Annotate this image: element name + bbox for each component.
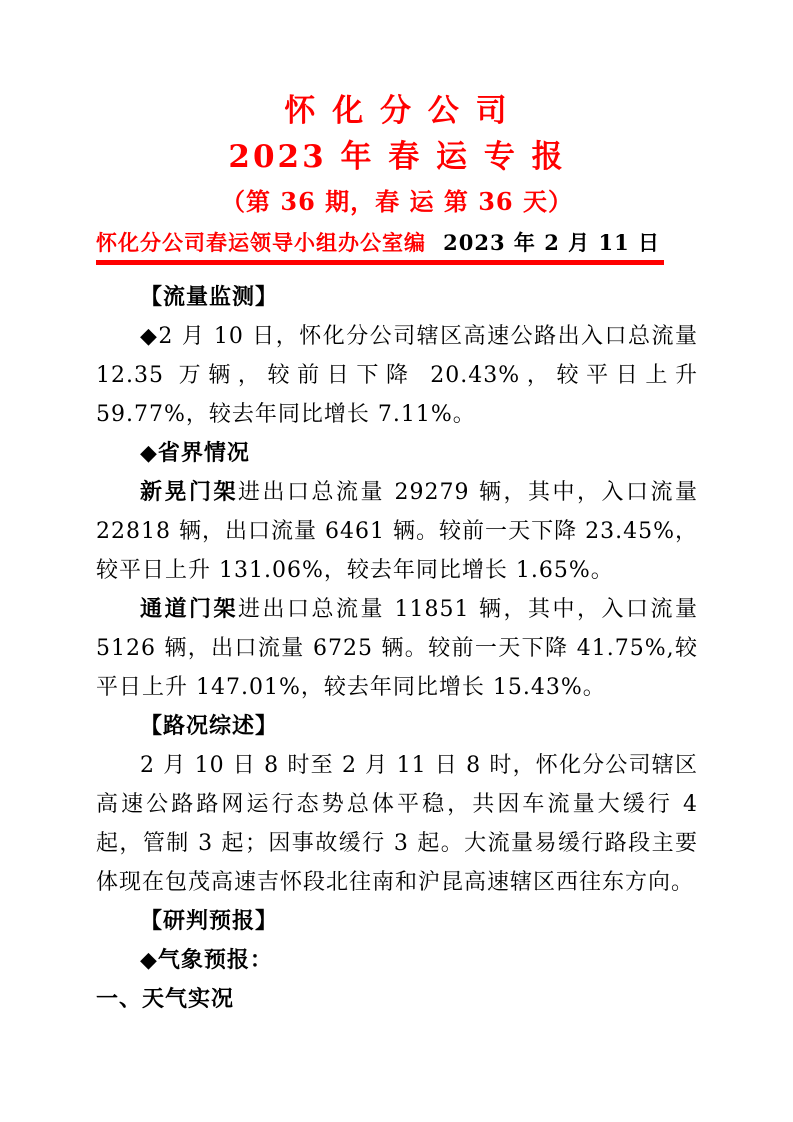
paragraph-tongdao-gantry	[96, 590, 698, 707]
paragraph-road-conditions: 2 月 10 日 8 时至 2 月 11 日 8 时，怀化分公司辖区高速公路路网运行态势总体平稳，共因车流量大缓行 4 起，管制 3 起；因事故缓行 3 起。大流量易缓行路段主要体现在包茂高速吉怀段北往南和沪昆高速辖区西往东方向。	[96, 753, 698, 895]
section-heading-traffic-monitoring: 【流量监测】	[140, 284, 279, 310]
masthead-date: 2023 年 2 月 11 日	[443, 230, 660, 255]
report-issue-subtitle: （第 36 期，春 运 第 36 天）	[221, 187, 573, 216]
report-title-year: 2023 年 春 运 专 报	[228, 139, 566, 175]
tongdao-gantry-text: 进出口总流量 11851 辆，其中，入口流量 5126 辆，出口流量 6725 辆。较前一天下降 41.75%,较平日上升 147.01%，较去年同比增长 15.43%。	[96, 597, 698, 700]
masthead	[96, 230, 664, 265]
document-body	[96, 278, 698, 1019]
subheading-province-border: ◆省界情况	[140, 440, 250, 466]
tongdao-gantry-lead: 通道门架	[140, 596, 239, 622]
section-heading-road-conditions: 【路况综述】	[140, 713, 279, 739]
xinhuang-gantry-text: 进出口总流量 29279 辆，其中，入口流量 22818 辆，出口流量 6461 辆。较前一天下降 23.45%，较平日上升 131.06%，较去年同比增长 1.65%。	[96, 480, 698, 583]
report-title-company: 怀 化 分 公 司	[284, 93, 510, 129]
paragraph-traffic-monitoring: ◆2 月 10 日，怀化分公司辖区高速公路出入口总流量 12.35 万辆，较前日下降 20.43%，较平日上升 59.77%，较去年同比增长 7.11%。	[96, 324, 698, 427]
subheading-weather-forecast: ◆气象预报：	[140, 947, 273, 973]
paragraph-xinhuang-gantry	[96, 473, 698, 590]
xinhuang-gantry-lead: 新晃门架	[140, 479, 239, 505]
masthead-editor: 怀化分公司春运领导小组办公室编	[96, 230, 426, 255]
heading-weather-actual: 一、天气实况	[96, 986, 235, 1012]
section-heading-forecast: 【研判预报】	[140, 908, 279, 934]
